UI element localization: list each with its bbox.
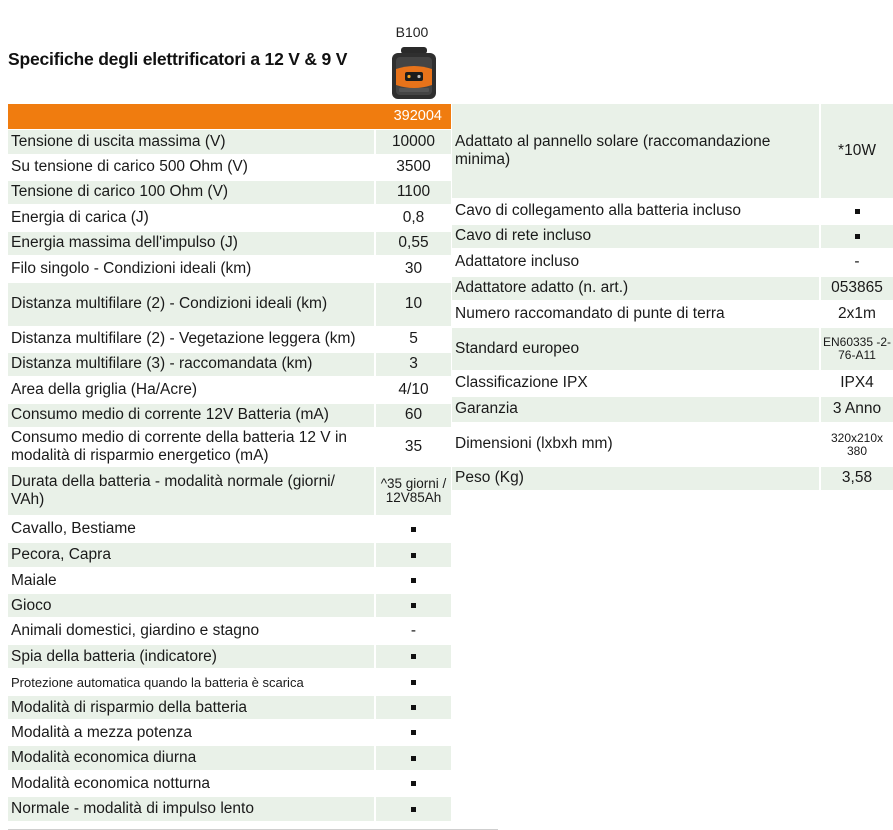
bullet-icon (411, 603, 416, 608)
spec-row (8, 593, 451, 618)
spec-label: Adattatore incluso (452, 249, 820, 276)
spec-row (8, 568, 451, 593)
spec-label: Spia della batteria (indicatore) (8, 644, 375, 669)
spec-label: Distanza multifilare (2) - Vegetazione leggera (km) (8, 327, 375, 352)
spec-row (8, 180, 451, 205)
spec-label: Modalità a mezza potenza (8, 720, 375, 745)
spec-value (375, 644, 451, 669)
article-code: 392004 (393, 108, 442, 124)
spec-label: Dimensioni (lxbxh mm) (452, 423, 820, 466)
spec-value: *10W (820, 104, 893, 199)
spec-label: Consumo medio di corrente della batteria 12 V in modalità di risparmio energetico (mA) (8, 428, 375, 466)
spec-value: 0,8 (375, 205, 451, 231)
spec-value (375, 516, 451, 542)
spec-row (8, 352, 451, 377)
spec-row (8, 796, 451, 822)
spec-row (8, 771, 451, 796)
spec-row (452, 249, 893, 276)
spec-row (452, 327, 893, 371)
bullet-icon (411, 781, 416, 786)
bullet-icon (411, 705, 416, 710)
spec-value: 4/10 (375, 377, 451, 403)
spec-value (375, 542, 451, 568)
spec-row (8, 231, 451, 256)
spec-value (820, 199, 893, 224)
page-title: Specifiche degli elettrificatori a 12 V & 9 V (8, 49, 348, 69)
spec-label: Durata della batteria - modalità normale (giorni/ VAh) (8, 466, 375, 516)
spec-row (8, 205, 451, 231)
bullet-icon (411, 553, 416, 558)
spec-row (8, 745, 451, 771)
spec-value: 1100 (375, 180, 451, 205)
bullet-icon (411, 680, 416, 685)
spec-label: Su tensione di carico 500 Ohm (V) (8, 155, 375, 180)
spec-row (8, 644, 451, 669)
bullet-icon (855, 234, 860, 239)
spec-row (452, 466, 893, 491)
spec-row (452, 371, 893, 396)
spec-label: Animali domestici, giardino e stagno (8, 618, 375, 644)
article-code-bar (8, 104, 451, 129)
spec-value: 320x210x 380 (820, 423, 893, 466)
spec-value (375, 745, 451, 771)
spec-label: Tensione di uscita massima (V) (8, 130, 375, 155)
bullet-icon (855, 209, 860, 214)
spec-value (375, 695, 451, 720)
spec-value: 30 (375, 256, 451, 282)
specs-table-left (8, 130, 451, 823)
spec-label: Protezione automatica quando la batteria è scarica (8, 669, 375, 695)
spec-row (8, 282, 451, 327)
spec-value: 35 (375, 428, 451, 466)
spec-row (8, 155, 451, 180)
spec-label: Peso (Kg) (452, 466, 820, 491)
spec-row (8, 720, 451, 745)
spec-value: - (375, 618, 451, 644)
spec-value (375, 593, 451, 618)
spec-row (8, 618, 451, 644)
spec-value: 2x1m (820, 301, 893, 327)
spec-row (452, 396, 893, 423)
energizer-product-image (389, 45, 439, 101)
spec-label: Numero raccomandato di punte di terra (452, 301, 820, 327)
spec-value (820, 224, 893, 249)
spec-value: 3500 (375, 155, 451, 180)
spec-label: Modalità economica notturna (8, 771, 375, 796)
spec-row (8, 403, 451, 428)
spec-row (8, 130, 451, 155)
spec-label: Distanza multifilare (3) - raccomandata (km) (8, 352, 375, 377)
spec-value: 60 (375, 403, 451, 428)
spec-label: Energia massima dell'impulso (J) (8, 231, 375, 256)
spec-label: Modalità economica diurna (8, 745, 375, 771)
bullet-icon (411, 730, 416, 735)
specs-table-right (452, 104, 893, 492)
bullet-icon (411, 578, 416, 583)
spec-row (8, 377, 451, 403)
spec-row (452, 301, 893, 327)
spec-value (375, 568, 451, 593)
spec-label: Garanzia (452, 396, 820, 423)
spec-value: 3 Anno (820, 396, 893, 423)
spec-label: Pecora, Capra (8, 542, 375, 568)
spec-label: Modalità di risparmio della batteria (8, 695, 375, 720)
bullet-icon (411, 527, 416, 532)
spec-value: - (820, 249, 893, 276)
spec-row (8, 695, 451, 720)
spec-label: Filo singolo - Condizioni ideali (km) (8, 256, 375, 282)
spec-value: EN60335 -2-76-A11 (820, 327, 893, 371)
spec-label: Classificazione IPX (452, 371, 820, 396)
spec-row (452, 224, 893, 249)
spec-row (8, 466, 451, 516)
spec-label: Normale - modalità di impulso lento (8, 796, 375, 822)
spec-value (375, 720, 451, 745)
spec-label: Gioco (8, 593, 375, 618)
spec-label: Tensione di carico 100 Ohm (V) (8, 180, 375, 205)
spec-value: 3 (375, 352, 451, 377)
spec-row (452, 199, 893, 224)
spec-label: Consumo medio di corrente 12V Batteria (mA) (8, 403, 375, 428)
spec-row (8, 669, 451, 695)
spec-row (8, 428, 451, 466)
bullet-icon (411, 654, 416, 659)
spec-value (375, 796, 451, 822)
spec-label: Distanza multifilare (2) - Condizioni ideali (km) (8, 282, 375, 327)
spec-value (375, 771, 451, 796)
model-name: B100 (395, 24, 429, 40)
spec-label: Cavo di collegamento alla batteria incluso (452, 199, 820, 224)
spec-value: 10 (375, 282, 451, 327)
spec-value: IPX4 (820, 371, 893, 396)
bullet-icon (411, 756, 416, 761)
spec-row (8, 327, 451, 352)
spec-label: Adattatore adatto (n. art.) (452, 276, 820, 301)
spec-value: 3,58 (820, 466, 893, 491)
spec-value: 10000 (375, 130, 451, 155)
spec-row (8, 542, 451, 568)
spec-row (452, 104, 893, 199)
spec-value: ^35 giorni / 12V85Ah (375, 466, 451, 516)
spec-row (452, 423, 893, 466)
spec-label: Energia di carica (J) (8, 205, 375, 231)
spec-label: Adattato al pannello solare (raccomandazione minima) (452, 104, 820, 199)
spec-value: 0,55 (375, 231, 451, 256)
spec-label: Standard europeo (452, 327, 820, 371)
spec-label: Cavo di rete incluso (452, 224, 820, 249)
spec-row (452, 276, 893, 301)
spec-value (375, 669, 451, 695)
spec-label: Cavallo, Bestiame (8, 516, 375, 542)
spec-value: 053865 (820, 276, 893, 301)
spec-label: Maiale (8, 568, 375, 593)
spec-row (8, 256, 451, 282)
spec-label: Area della griglia (Ha/Acre) (8, 377, 375, 403)
spec-row (8, 516, 451, 542)
spec-value: 5 (375, 327, 451, 352)
bullet-icon (411, 807, 416, 812)
